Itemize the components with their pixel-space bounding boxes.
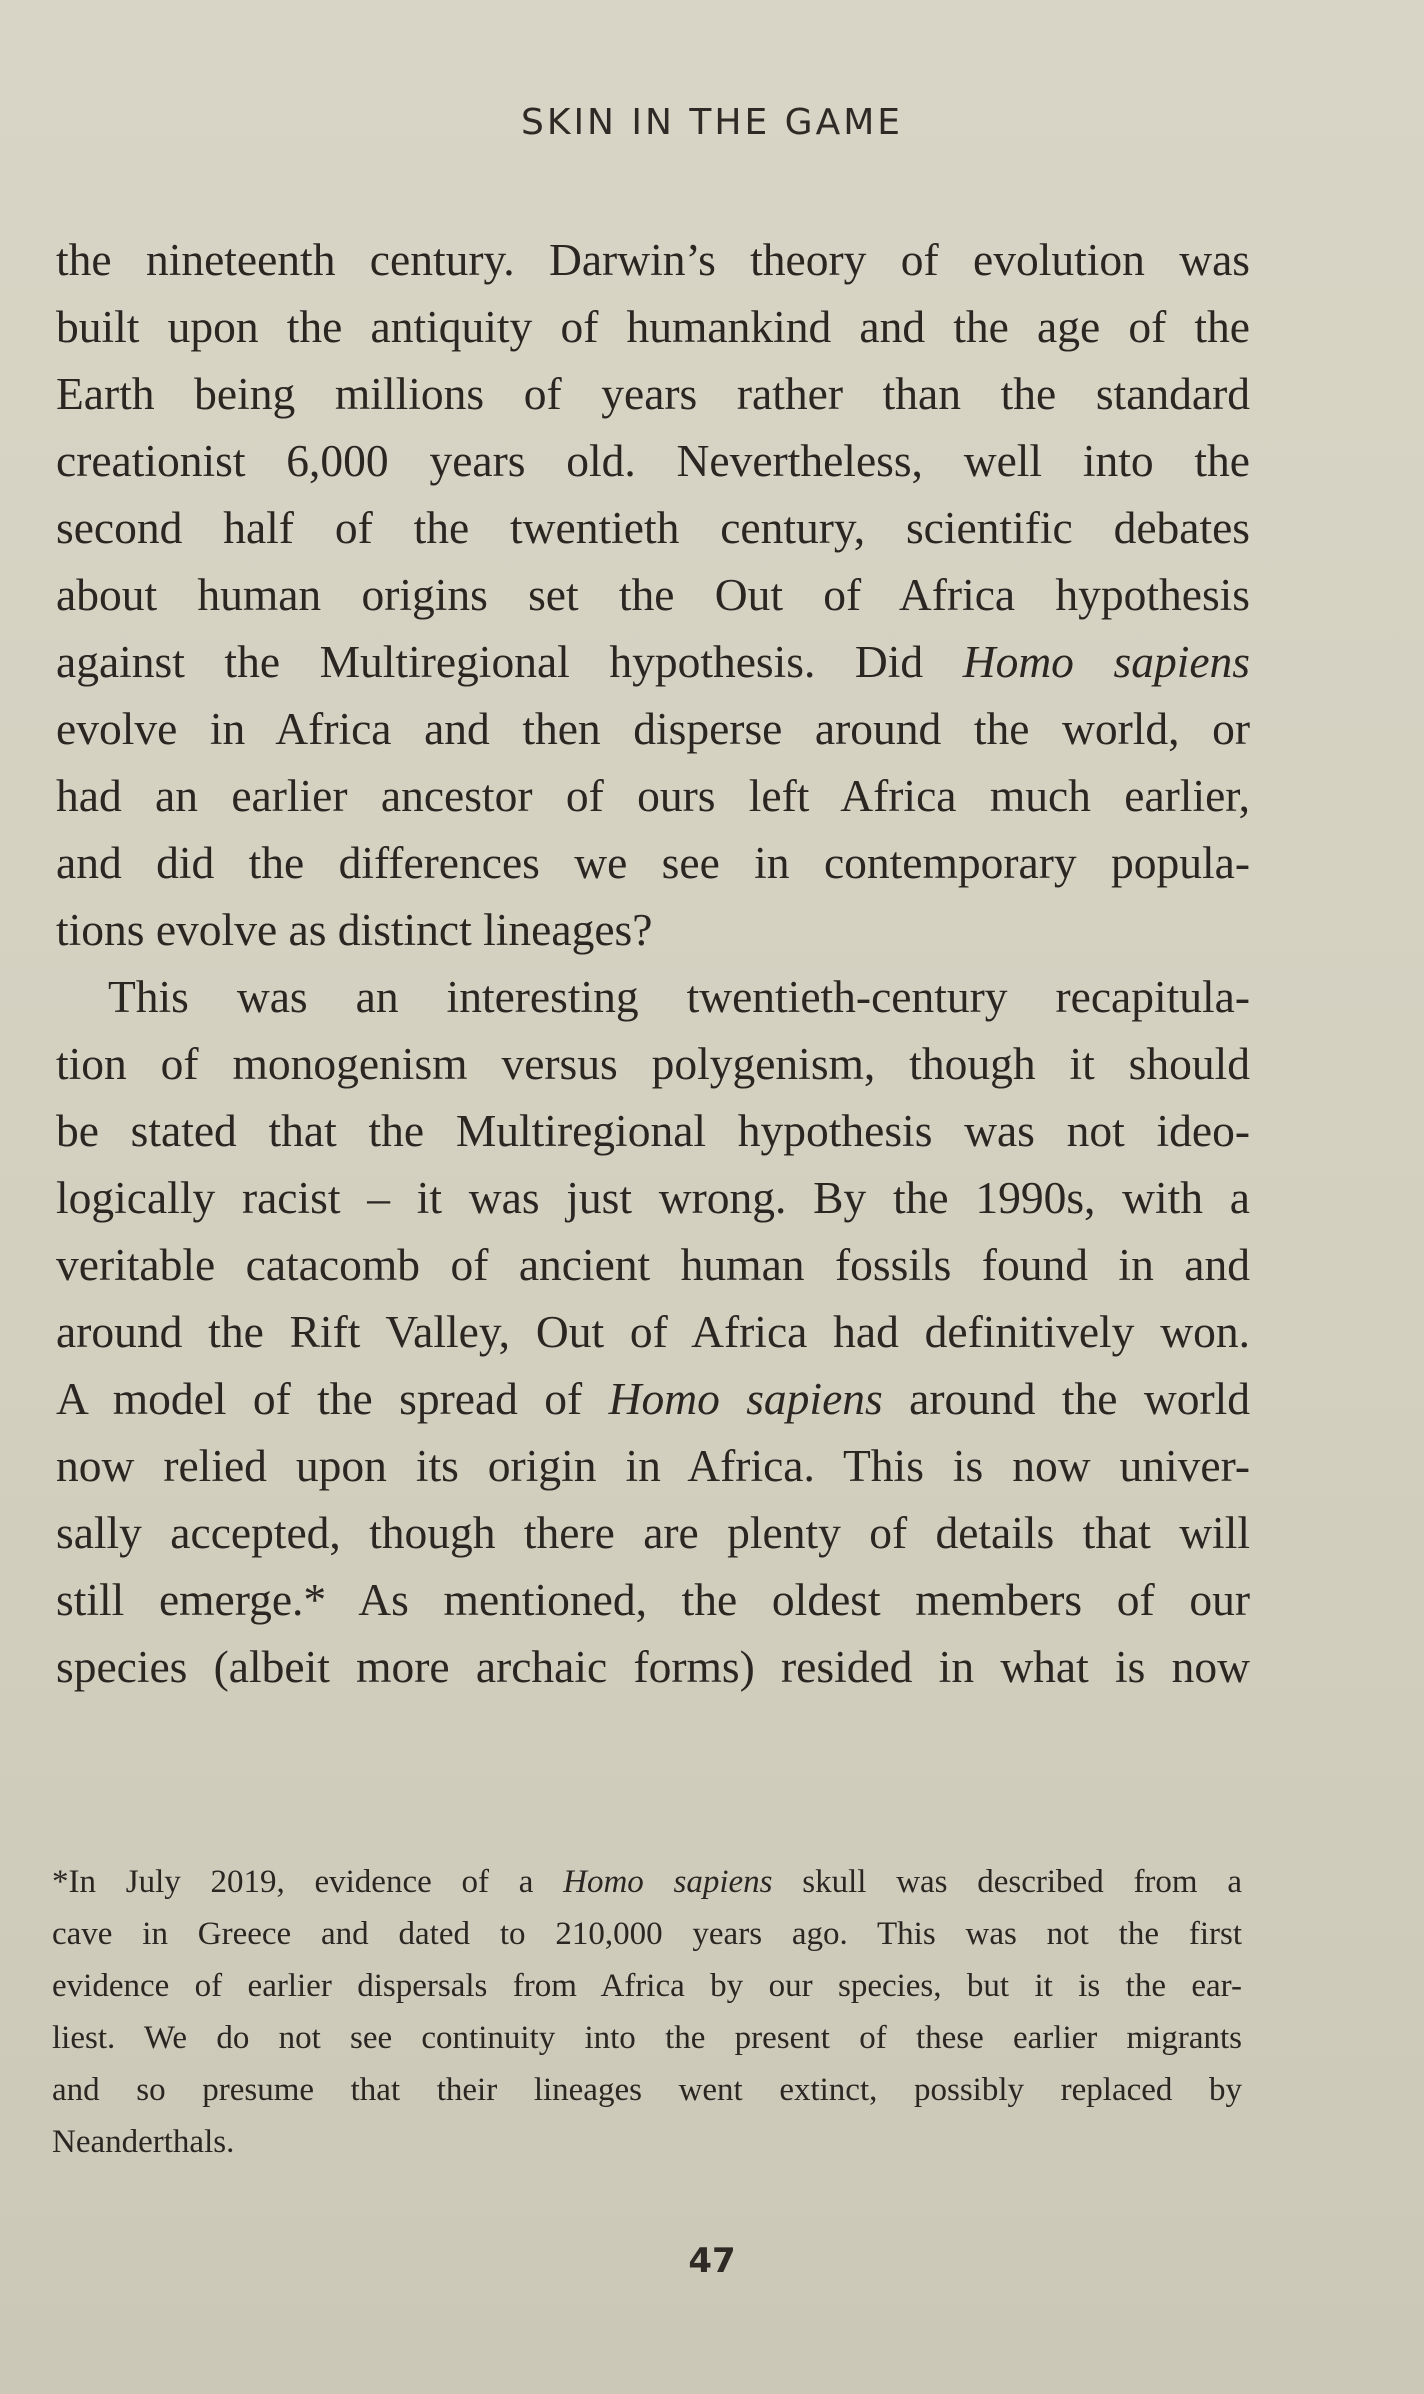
running-header: SKIN IN THE GAME <box>520 102 904 143</box>
text-line: tion of monogenism versus polygenism, though it should <box>56 1038 1250 1089</box>
text-line: around the Rift Valley, Out of Africa had definitively won. <box>56 1306 1250 1357</box>
text-line: tions evolve as distinct lineages? <box>56 904 653 955</box>
footnote-line: Neanderthals. <box>52 2124 235 2160</box>
text-line: sally accepted, though there are plenty of details that will <box>56 1507 1250 1558</box>
text-line: creationist 6,000 years old. Nevertheless, well into the <box>56 435 1250 486</box>
footnote-line: cave in Greece and dated to 210,000 years ago. This was not the first <box>52 1916 1242 1952</box>
text-line: second half of the twentieth century, scientific debates <box>56 502 1250 553</box>
text-line: built upon the antiquity of humankind and the age of the <box>56 301 1250 352</box>
text-line: and did the differences we see in contemporary popula- <box>56 837 1250 888</box>
text-line: still emerge.* As mentioned, the oldest members of our <box>56 1574 1250 1625</box>
footnote-line: evidence of earlier dispersals from Africa by our species, but it is the ear- <box>52 1968 1242 2004</box>
footnote-line: and so presume that their lineages went extinct, possibly replaced by <box>52 2072 1242 2108</box>
text-line: against the Multiregional hypothesis. Did Homo sapiens <box>56 636 1250 687</box>
footnote-line: *In July 2019, evidence of a Homo sapiens skull was described from a <box>52 1864 1242 1900</box>
text-line: logically racist – it was just wrong. By the 1990s, with a <box>56 1172 1250 1223</box>
footnote-line: liest. We do not see continuity into the present of these earlier migrants <box>52 2020 1242 2056</box>
text-line: This was an interesting twentieth-century recapitula- <box>108 971 1250 1022</box>
text-line: now relied upon its origin in Africa. This is now univer- <box>56 1440 1250 1491</box>
text-line: species (albeit more archaic forms) resided in what is now <box>56 1641 1250 1692</box>
text-line: A model of the spread of Homo sapiens around the world <box>56 1373 1251 1424</box>
page-number: 47 <box>688 2241 736 2281</box>
text-line: evolve in Africa and then disperse around the world, or <box>56 703 1250 754</box>
text-line: veritable catacomb of ancient human fossils found in and <box>56 1239 1250 1290</box>
text-line: about human origins set the Out of Africa hypothesis <box>56 569 1250 620</box>
text-line: be stated that the Multiregional hypothesis was not ideo- <box>56 1105 1250 1156</box>
text-line: Earth being millions of years rather than the standard <box>56 368 1250 419</box>
footnote <box>52 1856 1242 2168</box>
main-text <box>56 226 1250 1700</box>
text-line: had an earlier ancestor of ours left Africa much earlier, <box>56 770 1250 821</box>
text-line: the nineteenth century. Darwin’s theory of evolution was <box>56 234 1250 285</box>
